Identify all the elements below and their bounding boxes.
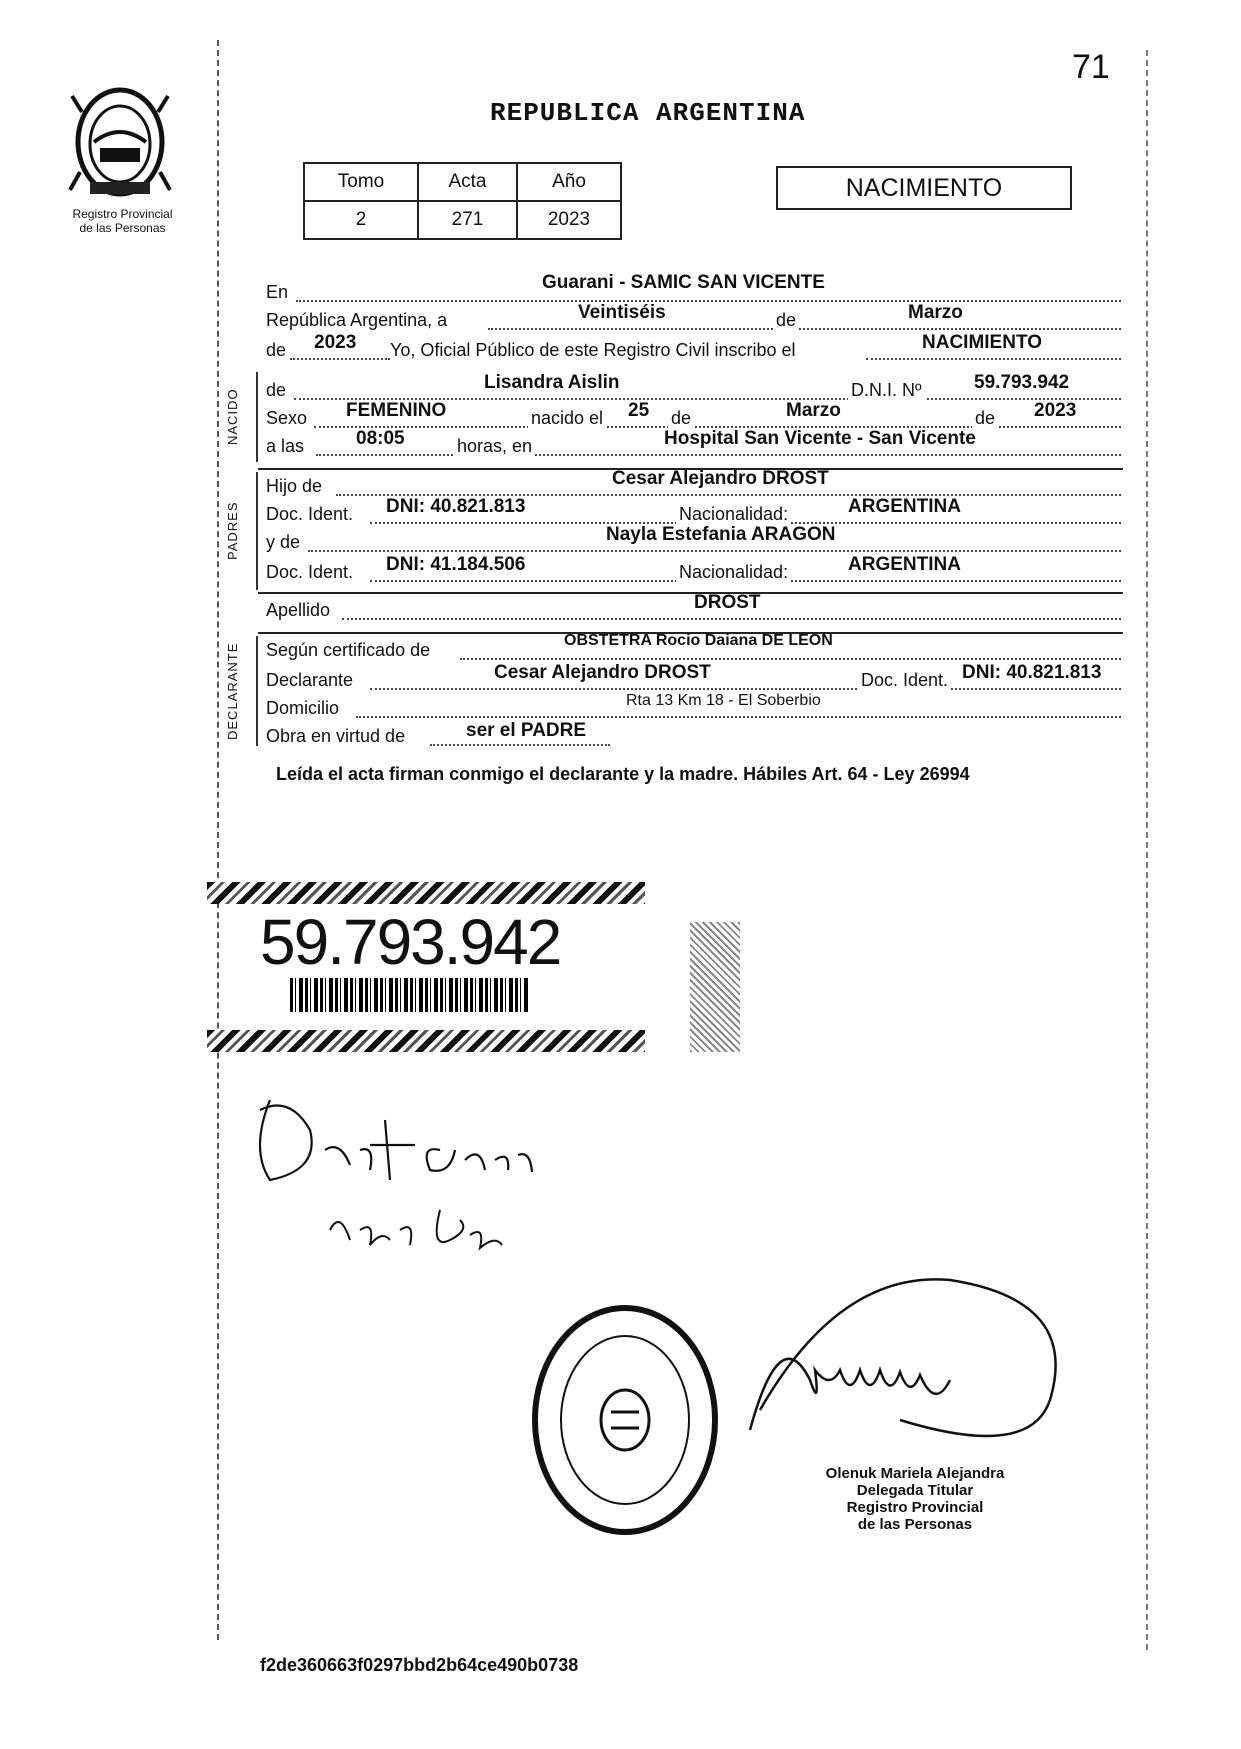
y-de-label: y de [266,532,301,552]
row-hora [266,428,1121,458]
official-title: Delegada Titular [856,1482,974,1499]
hijo-de-label: Hijo de [266,476,323,496]
a-las-label: a las [266,436,305,456]
father-nationality-value: ARGENTINA [848,496,961,517]
province-seal-logo [60,82,180,202]
dni-barcode [290,978,530,1012]
row-sexo [266,400,1121,430]
madre-signature [320,1200,520,1265]
dni-label: D.N.I. Nº [848,380,925,401]
official-registry: Registro Provincial [846,1499,984,1516]
place-value: Guarani - SAMIC SAN VICENTE [542,272,825,293]
declarante-label: Declarante [266,670,354,690]
birth-month-value: Marzo [786,400,841,421]
row-certificado [266,632,1121,662]
mother-doc-value: DNI: 41.184.506 [386,554,526,575]
doc-ident-label-mother: Doc. Ident. [266,562,354,582]
sexo-label: Sexo [266,408,308,428]
de-label-3: de [972,408,998,429]
doc-ident-label-declarante: Doc. Ident. [858,670,951,691]
row-domicilio [266,692,1121,720]
right-margin-line [1146,50,1148,1650]
anio-value: 2023 [517,201,621,239]
row-y-de [266,524,1121,554]
row-mother-doc [266,554,1121,584]
left-margin-line [217,40,219,1640]
apellido-value: DROST [694,592,761,613]
declarante-signature [240,1090,540,1205]
mother-nationality-value: ARGENTINA [848,554,961,575]
registry-caption-line1: Registro Provincial [72,207,173,221]
day-words-value: Veintiséis [578,302,666,323]
official-stamp-text [795,1465,1035,1533]
obra-label: Obra en virtud de [266,726,406,746]
certificado-value: OBSTETRA Rocio Daiana DE LEON [564,632,833,649]
row-declarante [266,662,1121,692]
de-label: de [776,310,797,330]
padres-section-label: PADRES [225,501,240,561]
month-value: Marzo [908,302,963,323]
father-doc-value: DNI: 40.821.813 [386,496,526,517]
father-name-value: Cesar Alejandro DROST [612,468,829,489]
republica-label: República Argentina, a [266,310,448,330]
child-dni-value: 59.793.942 [974,372,1070,393]
page-number: 71 [1072,48,1110,86]
closing-note: Leída el acta firman conmigo el declarante y la madre. Hábiles Art. 64 - Ley 26994 [276,764,970,784]
apellido-label: Apellido [266,600,331,620]
mother-name-value: Nayla Estefania ARAGON [606,524,836,545]
row-apellido [266,592,1121,622]
birth-day-value: 25 [628,400,650,421]
official-name: Olenuk Mariela Alejandra [825,1465,1005,1482]
dni-big-number: 59.793.942 [260,906,561,978]
tomo-value: 2 [304,201,418,239]
row-hijo-de [266,468,1121,498]
domicilio-value: Rta 13 Km 18 - El Soberbio [626,692,821,709]
row-nacido-name [266,372,1121,402]
birth-year-value: 2023 [1034,400,1077,421]
official-registry-2: de las Personas [857,1516,973,1533]
nacido-de-label: de [266,380,287,400]
official-round-stamp [525,1300,725,1545]
birth-place-value: Hospital San Vicente - San Vicente [664,428,976,449]
row-en [266,272,1121,304]
certificado-label: Según certificado de [266,640,431,660]
page-title: REPUBLICA ARGENTINA [490,98,806,128]
horas-en-label: horas, en [454,436,535,457]
row-obra [266,720,1121,748]
child-name-value: Lisandra Aislin [484,372,620,393]
security-hologram [690,922,740,1052]
oficial-text: Yo, Oficial Público de este Registro Civil inscribo el [390,340,796,360]
nacido-section-label: NACIDO [225,388,240,446]
declarante-section-label: DECLARANTE [225,642,240,740]
year-value: 2023 [314,332,357,353]
de-label-year: de [266,340,287,360]
sexo-value: FEMENINO [346,400,447,421]
acta-header: Acta [418,163,517,201]
security-band-bottom [207,1030,645,1052]
row-oficial [266,332,1121,362]
tomo-header: Tomo [304,163,418,201]
obra-value: ser el PADRE [466,720,587,741]
registry-caption-line2: de las Personas [79,221,166,235]
acta-value: 271 [418,201,517,239]
de-label-2: de [668,408,694,429]
time-value: 08:05 [356,428,405,449]
act-type-box: NACIMIENTO [776,166,1072,210]
row-father-doc [266,496,1121,526]
security-band-top [207,882,645,904]
declarante-doc-value: DNI: 40.821.813 [962,662,1102,683]
en-label: En [266,282,289,302]
registry-caption [55,207,190,235]
nacido-el-label: nacido el [528,408,606,429]
row-republica [266,302,1121,332]
tomo-acta-anio-table [303,162,622,240]
domicilio-label: Domicilio [266,698,340,718]
nacionalidad-label-father: Nacionalidad: [676,504,791,525]
declarante-value: Cesar Alejandro DROST [494,662,711,683]
doc-ident-label-father: Doc. Ident. [266,504,354,524]
inscribo-value: NACIMIENTO [922,332,1042,353]
anio-header: Año [517,163,621,201]
nacionalidad-label-mother: Nacionalidad: [676,562,791,583]
document-hash: f2de360663f0297bbd2b64ce490b0738 [260,1655,579,1675]
